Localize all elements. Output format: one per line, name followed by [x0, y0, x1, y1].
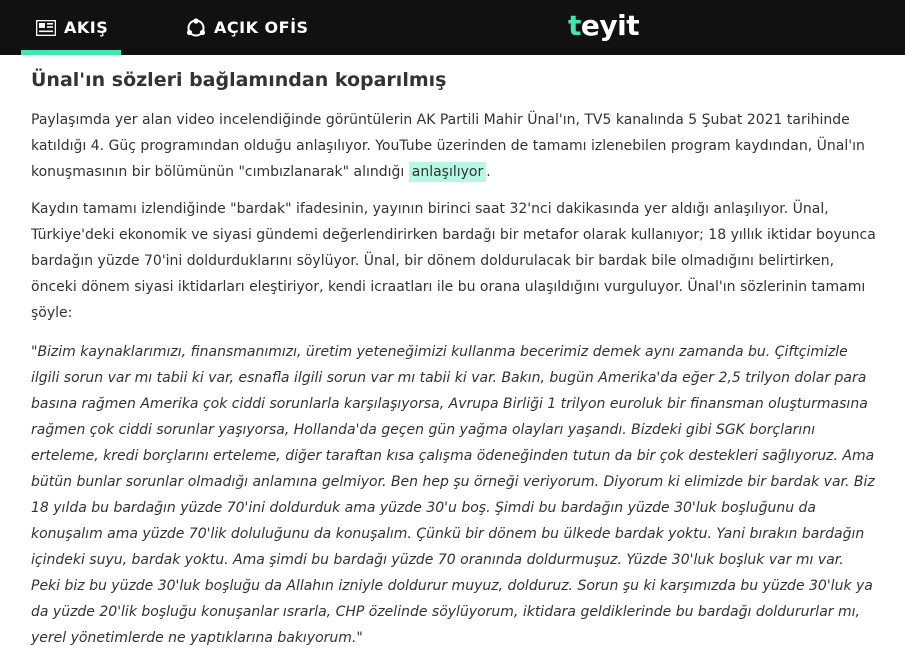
section-heading: Ünal'ın sözleri bağlamından koparılmış [31, 69, 447, 91]
paragraph-2: Kaydın tamamı izlendiğinde "bardak" ifadesinin, yayının birinci saat 32'nci dakikasında yer aldığı anlaşılıyor. Ünal, Türkiye'deki ekonomik ve siyasi gündemi değerlendirirken bardağı bir metafor olarak kullanıyor; 18 yıllık iktidar boyunca bardağın yüzde 70'ini doldurduklarını söylüyor. Ünal, bir dönem doldurulacak bir bardak bile olmadığını belirtirken, önceki dönem siyasi iktidarları eleştiriyor, kendi icraatları ile bu orana ulaşıldığını vurguluyor. Ünal'ın sözlerinin tamamı şöyle: [31, 201, 876, 321]
tab-akis-label: AKIŞ [64, 18, 109, 37]
tab-acik-ofis-label: AÇIK OFİS [214, 18, 309, 37]
article-body [31, 55, 876, 651]
paragraph-1-end: . [486, 164, 491, 180]
tab-akis[interactable] [21, 0, 121, 55]
source-link[interactable]: anlaşılıyor [409, 162, 487, 182]
people-circle-icon [186, 18, 206, 38]
quote-block: "Bizim kaynaklarımızı, finansmanımızı, üretim yeteneğimizi kullanma becerimiz demek aynı zamanda bu. Çiftçimizle ilgili sorun var mı tabii ki var, esnafla ilgili sorun var mı tabii ki var. Bakın, bugün Amerika'da eğer 2,5 trilyon dolar para basına rağmen Amerika çok ciddi sorunlarla karşılaşıyorsa, Avrupa Birliği 1 trilyon euroluk bir finansman oluşturmasına rağmen çok ciddi sorunlar yaşıyorsa, Hollanda'da geçen gün yağma olayları yaşandı. Bizdeki gibi SGK borçlarını erteleme, kredi borçlarını erteleme, diğer taraftan kısa çalışma ödeneğinden tutun da bir çok destekleri sağlıyoruz. Ama bütün bunlar sorunlar olmadığı anlamına gelmiyor. Ben hep şu örneği veriyorum. Diyorum ki elimizde bir bardak var. Biz 18 yılda bu bardağın yüzde 70'ini doldurduk ama yüzde 30'u boş. Şimdi bu bardağın yüzde 30'luk boşluğunu da konuşalım ama yüzde 70'lik doluluğunu da konuşalım. Çünkü bir dönem bu ülkede bardak yoktu. Yani bırakın bardağın içindeki suyu, bardak yoktu. Ama şimdi bu bardağı yüzde 70 oranında doldurmuşuz. Yüzde 30'luk boşluk var mı var. Peki biz bu yüzde 30'luk boşluğu da Allahın izniyle doldurur muyuz, dolduruz. Sorun şu ki karşımızda bu yüzde 30'luk ya da yüzde 20'lik boşluğu konuşanlar ısrarla, CHP özelinde söylüyorum, iktidara geldiklerinde bu bardağı doldururlar mı, yerel yönetimlerde ne yaptıklarına bakıyorum." [31, 344, 875, 646]
logo-text: eyit [580, 9, 640, 42]
logo-accent: t [568, 9, 581, 42]
paragraph-1 [31, 107, 876, 185]
teyit-logo[interactable] [568, 8, 639, 44]
paragraph-1-text: Paylaşımda yer alan video incelendiğinde görüntülerin AK Partili Mahir Ünal'ın, TV5 kanalında 5 Şubat 2021 tarihinde katıldığı 4. Güç programından olduğu anlaşılıyor. YouTube üzerinden de tamamı izlenebilen program kaydından, Ünal'ın konuşmasının bir bölümünün "cımbızlanarak" alındığı [31, 112, 865, 180]
tab-acik-ofis[interactable] [184, 0, 324, 55]
top-nav-bar [0, 0, 905, 55]
newspaper-icon [36, 20, 56, 36]
